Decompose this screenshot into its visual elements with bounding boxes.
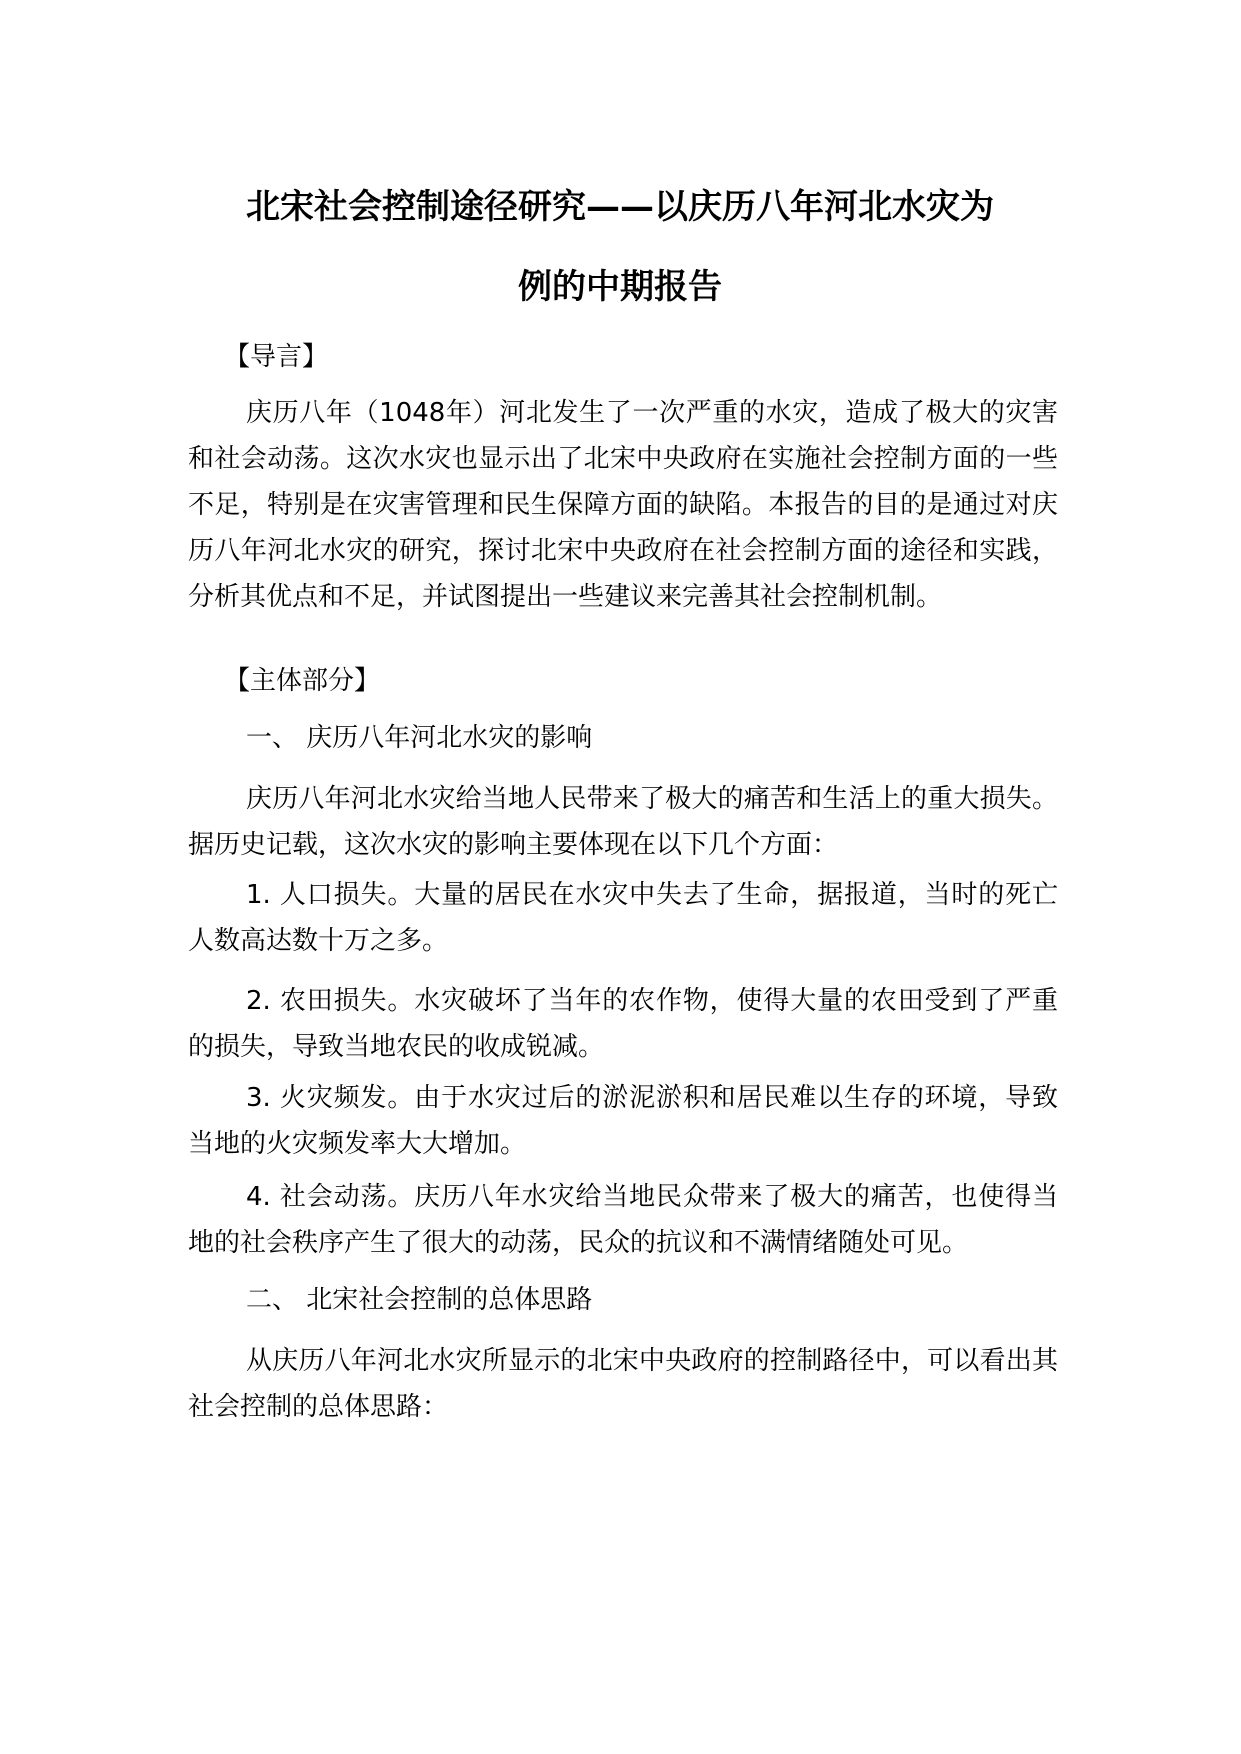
section2-paragraph: 从庆历八年河北水灾所显示的北宋中央政府的控制路径中，可以看出其社会控制的总体思路：	[188, 1346, 1058, 1422]
document-title-line-2: 例的中期报告	[518, 267, 722, 307]
intro-paragraph: 庆历八年（1048年）河北发生了一次严重的水灾，造成了极大的灾害和社会动荡。这次水灾也显示出了北宋中央政府在实施社会控制方面的一些不足，特别是在灾害管理和民生保障方面的缺陷。本报告的目的是通过对庆历八年河北水灾的研究，探讨北宋中央政府在社会控制方面的途径和实践，分析其优点和不足，并试图提出一些建议来完善其社会控制机制。	[188, 398, 1058, 612]
body-heading: 【主体部分】	[224, 666, 381, 696]
document-title-line-1: 北宋社会控制途径研究——以庆历八年河北水灾为	[246, 187, 994, 227]
list-item-3: 3. 火灾频发。由于水灾过后的淤泥淤积和居民难以生存的环境，导致当地的火灾频发率大大增加。	[188, 1083, 1058, 1159]
section1-paragraph: 庆历八年河北水灾给当地人民带来了极大的痛苦和生活上的重大损失。据历史记载，这次水灾的影响主要体现在以下几个方面：	[188, 784, 1058, 860]
section1-heading: 一、 庆历八年河北水灾的影响	[246, 723, 593, 753]
list-item-1: 1. 人口损失。大量的居民在水灾中失去了生命，据报道，当时的死亡人数高达数十万之多。	[188, 880, 1058, 956]
section2-heading: 二、 北宋社会控制的总体思路	[246, 1285, 593, 1315]
list-item-4: 4. 社会动荡。庆历八年水灾给当地民众带来了极大的痛苦，也使得当地的社会秩序产生了很大的动荡，民众的抗议和不满情绪随处可见。	[188, 1182, 1058, 1258]
list-item-2: 2. 农田损失。水灾破坏了当年的农作物，使得大量的农田受到了严重的损失，导致当地农民的收成锐减。	[188, 986, 1058, 1062]
intro-heading: 【导言】	[224, 342, 329, 372]
